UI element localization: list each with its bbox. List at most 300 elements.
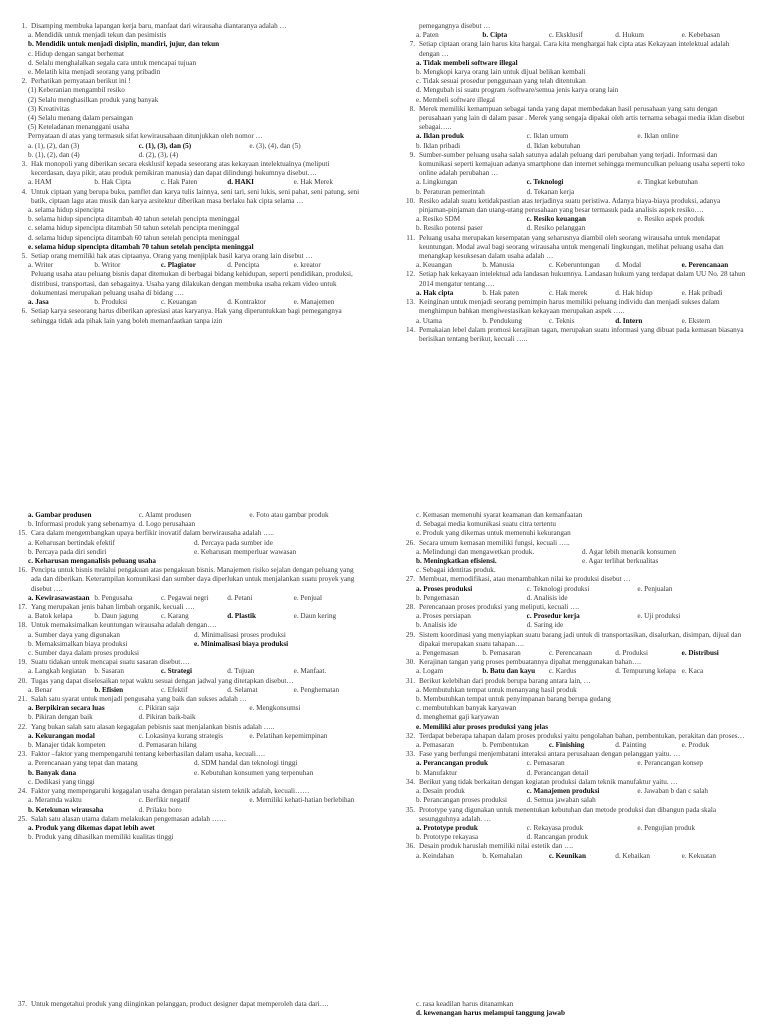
answer-option: a. selama hidup sipencipta (28, 206, 104, 215)
answer-option: a. Tidak membeli software illegal (416, 58, 518, 67)
answer-option: a. Gambar produsen (28, 511, 92, 519)
answer-option: c. Kemasan memenuhi syarat keamanan dan kemanfaatan (416, 511, 583, 519)
answer-option: a. Paten (416, 31, 439, 40)
answer-option (637, 769, 748, 778)
question (398, 151, 748, 179)
question (398, 603, 748, 612)
question-text: Setiap ciptaan orang lain harus kita hargai. Cara kita menghargai hak cipta atas Kekayaan intelektual adalah dengan … (419, 40, 730, 58)
answer-option: c. Prosedur kerja (526, 612, 580, 621)
question (398, 22, 748, 31)
question-text: pemegangnya disebut … (419, 22, 491, 30)
answer-option: d. Tempurung kelapa (615, 667, 676, 676)
answer-option: b. Meningkatkan efisiensi. (416, 557, 497, 566)
page-1-right-column (398, 22, 748, 344)
question-number: 22. (18, 722, 27, 731)
question-number: 26. (406, 538, 415, 547)
question (398, 298, 748, 316)
answer-option: d. HAKI (227, 178, 254, 187)
question-text: Untuk mengetahui produk yang diinginkan pelanggan, product designer dapat memperoleh data dari…. (31, 1000, 329, 1008)
answer-option: e. Hak pribadi (681, 288, 723, 297)
answer-options-row (10, 612, 360, 621)
question (10, 787, 360, 796)
answer-options-row (398, 142, 748, 151)
answer-option: c. Plagiator (160, 261, 196, 270)
answer-option: e. selama hidup sipencipta ditambah 70 tahun setelah pencipta meninggal (28, 242, 254, 251)
question-text: Merek memiliki kemampuan sebagai tanda yang dapat membedakan hasil perusahaan yang satu dengan perusahaan yang lain di dalam pasar . Merek yang sengaja dipakai oleh artis ternama sebagai media iklan disebut sebagai….. (419, 104, 745, 132)
answer-option: a. Writer (28, 261, 54, 270)
answer-option: c. Hak Paten (160, 178, 198, 187)
question-number: 5. (21, 252, 27, 261)
question (10, 307, 360, 325)
answer-option: d. Sebagai media komunikasi suatu citra tertentu (416, 520, 556, 529)
answer-option: e. Melatih kita menjadi seorang yang pribadin (28, 68, 161, 77)
answer-option: a. Kewirasawastaan (28, 593, 90, 602)
answer-option: b. Manufaktur (416, 768, 458, 777)
answer-option: e. Perencanaan (681, 261, 729, 270)
page-1 (0, 0, 768, 470)
question (10, 723, 360, 732)
answer-option: e. Kekuatan (681, 851, 716, 860)
answer-options-row (398, 769, 748, 778)
question-text: Faktor yang mempengaruhi kegagalan usaha dengan peralatan sistem teknik adalah, kecuali…… (31, 787, 310, 796)
answer-option: d. Tekanan kerja (526, 187, 575, 196)
answer-options-row (10, 686, 360, 695)
answer-option: c. Hidup dengan sangat berhemat (28, 49, 124, 58)
page-2-left-column (10, 511, 360, 842)
answer-option (637, 594, 748, 603)
answer-option: c. selama hidup sipencipta ditambah 50 tahun setelah pencipta meninggal (28, 224, 240, 233)
question (398, 778, 748, 787)
question-number: 4. (21, 187, 27, 196)
answer-options-row (398, 289, 748, 298)
answer-option: c. Eksklusif (548, 31, 583, 40)
answer-option: c. Keunikan (548, 851, 586, 860)
question-number: 33. (406, 750, 415, 759)
answer-option: c. Rekayasa produk (526, 823, 584, 832)
question-text: Faktor –faktor yang mempengaruhi tentang keberhasilan dalam usaha, kecuali…. (31, 750, 265, 759)
answer-option: e. Daun kering (293, 612, 337, 621)
answer-option (637, 224, 748, 233)
answer-option: a. Pemasaran (416, 741, 454, 750)
answer-options-row (398, 132, 748, 141)
answer-option: b. Pengusaha (94, 593, 133, 602)
answer-option: d. (2), (3), (4) (138, 150, 179, 159)
answer-option: e. Iklan online (637, 132, 679, 141)
question (398, 40, 748, 58)
question-number: 28. (406, 603, 415, 612)
answer-option: b. Kemahalan (482, 851, 523, 860)
answer-option: c. Teknis (548, 316, 575, 325)
answer-option: b. Manajer tidak kompeten (28, 741, 106, 750)
answer-option: b. Analisis ide (416, 621, 457, 630)
answer-option: e. Tingkat kebutuhan (637, 178, 698, 187)
answer-option: a. Proses persiapan (416, 612, 471, 621)
question-number (10, 270, 31, 298)
answer-option: e. Resiko aspek produk (637, 215, 705, 224)
answer-options-row (10, 520, 360, 529)
answer-option: b. Peraturan pemerintah (416, 187, 485, 196)
answer-option: a. Jasa (28, 298, 49, 307)
answer-option: b. Pemasaran (482, 649, 521, 658)
answer-option: a. Membutuhkan tempat untuk menanyang hasil produk (416, 685, 577, 694)
answer-option: e. Memiliki alur proses produksi yang jelas (416, 722, 548, 731)
answer-option: e. Jawaban b dan c salah (637, 787, 708, 796)
answer-option: d. Selalu menghalalkan segala cara untuk mencapai tujuan (28, 58, 197, 67)
answer-option: c. Iklan umum (526, 132, 569, 141)
answer-option: b. Resiko potensi paser (416, 224, 483, 233)
answer-option: a. HAM (28, 178, 52, 187)
question (398, 750, 748, 759)
page-3-left-column (10, 1000, 360, 1009)
question (10, 695, 360, 704)
answer-options-row (398, 31, 748, 40)
question-number: 25. (18, 814, 27, 823)
question-number: 7. (409, 40, 415, 49)
answer-options-row (10, 667, 360, 676)
answer-options-row (398, 787, 748, 796)
question-number: 16. (18, 566, 27, 575)
question (398, 270, 748, 288)
answer-options-row (398, 585, 748, 594)
answer-option: e. Uji produksi (637, 612, 681, 621)
question-text: Untuk memaksimalkan keuntungan wirausaha adalah dengan…. (31, 621, 217, 630)
question-number: 36. (406, 842, 415, 851)
answer-option: a. Keuangan (416, 261, 452, 270)
answer-option: c. Hak merek (548, 288, 588, 297)
answer-option: e. Membeli software illegal (416, 95, 496, 104)
answer-option: d. Hukum (615, 31, 644, 40)
question-text: Sistem koordinasi yang menyiapkan suatu barang jadi untuk di transportasikan, disalurkan, disimpan, dijual dan dipakai merupakan suatu tahapan…. (419, 630, 742, 648)
question (398, 575, 748, 584)
page-2-right-column (398, 511, 748, 861)
answer-options-row (398, 667, 748, 676)
question-number: 1. (21, 22, 27, 30)
question-number: 31. (406, 676, 415, 685)
question-number: 29. (406, 630, 415, 639)
answer-option (249, 151, 360, 160)
answer-option: b. Perancangan proses produksi (416, 796, 508, 805)
answer-option: d. Tujuan (227, 667, 255, 676)
answer-option: a. Benar (28, 685, 52, 694)
answer-option: b. Sasaran (94, 667, 124, 676)
page-3 (0, 1000, 768, 1024)
answer-option: e. Produk yang dikemas untuk memenuhi kekurangan (416, 529, 571, 538)
answer-option: e. Kebebasan (681, 31, 720, 40)
question-number: 14. (406, 325, 415, 334)
answer-option: e. Pengujian produk (637, 823, 696, 832)
question-number: 11. (406, 233, 415, 242)
answer-option: c. rasa keadilan harus ditanamkan (416, 1000, 514, 1008)
question-text: Fase yang berfungsi menjembatani interaksi antara perusahaan dengan pelanggan yaitu. … (419, 750, 681, 759)
answer-option: c. Keberuntungan (548, 261, 600, 270)
answer-option: b. Produksi (94, 298, 128, 307)
page-2 (0, 511, 768, 981)
question-number: 6. (21, 307, 27, 316)
answer-option: d. selama hidup sipencipta ditambah 60 tahun setelah pencipta meninggal (28, 233, 240, 242)
answer-option: a. Perancangan produk (416, 759, 488, 768)
answer-option: d. Logo perusahaan (138, 520, 196, 529)
answer-option: e. Produk (681, 741, 710, 750)
answer-option: d. Saring ide (526, 621, 564, 630)
answer-option: Pernyataan di atas yang termasuk sifat kewirausahaan ditunjukkan oleh nomor … (28, 132, 263, 141)
question-text: Keinginan untuk menjadi seorang pemimpin harus memiliki peluang individu dan menjadi sukses dalam menghimpun bahkan mengiwestasikan kekayaan merupakan aspek ….. (419, 298, 720, 316)
question-text: Desain produk haruslah memiliki nilai estetik dan …. (419, 842, 574, 851)
question (398, 197, 748, 215)
answer-options-row (398, 759, 748, 768)
answer-option: a. Keharusan bertindak efektif (28, 538, 116, 547)
answer-options-row (10, 178, 360, 187)
question-number: 27. (406, 575, 415, 584)
answer-option: a. Utama (416, 316, 442, 325)
question-text: Setiap karya seseorang harus diberikan apresiasi atas karyanya. Hak yang diperuntukkan bagi pemegangnya sehingga tidak ada pihak lain yang boleh memanfaatkan tanpa izin (31, 307, 342, 325)
answer-option: a. Prototype produk (416, 823, 478, 832)
question (10, 815, 360, 824)
answer-option: e. Ekstern (681, 316, 711, 325)
question-text: Disamping membuka lapangan kerja baru, manfaat dari wirausaha diantaranya adalah … (31, 22, 287, 30)
answer-option: d. Produksi (615, 649, 648, 658)
question-number: 8. (409, 104, 415, 113)
answer-option: e. Hak Merek (293, 178, 333, 187)
answer-options-row (10, 594, 360, 603)
answer-option: b. (1), (2), dan (4) (28, 150, 80, 159)
answer-option (637, 833, 748, 842)
answer-option: d. Kontraktor (227, 298, 266, 307)
answer-option: a. Lingkungan (416, 178, 458, 187)
question-text: Salah satu alasan utama dalam melakukan pengemasan adalah …… (31, 814, 227, 823)
answer-options-row (10, 769, 360, 778)
answer-option: a. Mendidik untuk menjadi tekun dan pesimistis (28, 31, 167, 40)
answer-option: e. Penjualan (637, 584, 673, 593)
page-1-left-column (10, 22, 360, 326)
answer-option: e. Kebutuhan konsumen yang terpenuhan (194, 768, 314, 777)
question (398, 631, 748, 649)
answer-options-row (398, 824, 748, 833)
question-text: Yang merupakan jenis bahan limbah organik, kecuali …. (31, 603, 195, 612)
question (10, 566, 360, 594)
answer-option: d. Plastik (227, 612, 256, 621)
answer-option: c. Keuangan (160, 298, 197, 307)
answer-options-row (398, 852, 748, 861)
answer-option: b. Memaksimalkan biaya produksi (28, 639, 128, 648)
answer-option: c. Manajemen produksi (526, 787, 600, 796)
answer-option: c. Teknologi produksi (526, 584, 590, 593)
answer-options-row (10, 151, 360, 160)
answer-option: b. selama hidup sipencipta ditambah 40 tahun setelah pencipta meninggal (28, 215, 240, 224)
answer-option: b. Pikiran dengan baik (28, 713, 93, 722)
question-text: Peluang usaha atau peluang bisnis dapat ditemukan di berbagai bidang kehidupan, seperti pendidikan, produksi, distribusi, transportasi, dan sebagainya. Usaha yang dilakukan dengan membuka usaha rekam video untuk dokumentasi merupakan peluang usaha di bidang …. (31, 270, 353, 297)
answer-option: c. Alamt produsen (138, 511, 192, 519)
answer-option: a. Keindahan (416, 851, 454, 860)
question-number: 32. (406, 731, 415, 740)
question (10, 529, 360, 538)
question-text: Tugas yang dapat diselesaikan tepat waktu sesuai dengan jadwal yang ditetapkan disebut… (31, 676, 294, 685)
answer-option: e. Foto atau gambar produk (249, 511, 329, 519)
question (10, 188, 360, 206)
question-number: 12. (406, 270, 415, 279)
answer-option: c. (1), (3), dan (5) (138, 141, 192, 150)
answer-option: a. Pengemasan (416, 649, 459, 658)
question-text: Setiap orang memiliki hak atas ciptaanya. Orang yang menjiplak hasil karya orang lain disebut … (31, 252, 313, 261)
question-text: Suatu tidakan untuk mencapai suatu sasaran disebut…. (31, 658, 190, 667)
answer-option: a. Proses produksi (416, 584, 473, 593)
question-number: 17. (18, 603, 27, 612)
answer-option: d. Rancangan produk (526, 833, 588, 842)
question (10, 77, 360, 86)
answer-option: e. Perancangan konsep (637, 759, 704, 768)
answer-option: b. Daun jagung (94, 612, 139, 621)
answer-option: d. SDM handal dan teknologi tinggi (194, 759, 298, 768)
answer-option: d. Pikiran baik-baik (138, 713, 196, 722)
question (10, 252, 360, 261)
question (10, 677, 360, 686)
answer-option: b. Mengkopi karya orang lain untuk dijual belikan kembali (416, 68, 586, 77)
answer-options-row (10, 539, 360, 548)
question-text: Kerajinan tangan yang proses pembuatannya dipahat menggunakan bahan…. (419, 658, 641, 667)
answer-option: b. Hak paten (482, 288, 519, 297)
answer-option: c. Pegawai negri (160, 593, 209, 602)
answer-options-row (398, 612, 748, 621)
answer-option (249, 806, 360, 815)
answer-option: a. Berpikiran secara luas (28, 704, 105, 713)
answer-options-row (398, 548, 748, 557)
answer-option: e. Distribusi (681, 649, 719, 658)
answer-option: b. Mendidik untuk menjadi disiplin, mandiri, jujur, dan tekun (28, 40, 220, 49)
answer-option: e. (3), (4), dan (5) (249, 141, 301, 150)
answer-options-row (10, 704, 360, 713)
answer-option: d. Petani (227, 593, 253, 602)
answer-options-row (398, 178, 748, 187)
question (10, 1000, 360, 1009)
answer-options-row (398, 317, 748, 326)
answer-option: d. Mengubah isi suatu program /software/semua jenis karya orang lain (416, 86, 619, 95)
question-text: Setiap hak kekayaan intelektual ada landasan hukumnya. Landasan hukum yang terdapat dalam UU No. 28 tahun 2014 mengatur tentang…. (419, 270, 746, 288)
question-text: Berikut kelebihan dari produk berupa barang antara lain, … (419, 676, 591, 685)
answer-option: b. Informasi produk yang sebenarnya (28, 520, 136, 529)
answer-option: d. Intern (615, 316, 643, 325)
answer-option: d. Modal (615, 261, 642, 270)
question-number: 19. (18, 658, 27, 667)
answer-option: e. Manajemen (293, 298, 335, 307)
question-number: 20. (18, 676, 27, 685)
answer-option: a. (1), (2), dan (3) (28, 141, 80, 150)
answer-option: e. Pelatihan kepemimpinan (249, 731, 328, 740)
answer-options-row (398, 224, 748, 233)
answer-option (637, 142, 748, 151)
answer-option: e. Keharusan memperluar wawasan (194, 547, 297, 556)
question (398, 732, 748, 741)
question-number: 15. (18, 529, 27, 538)
question-text: Perencanaan proses produksi yang meliputi, kecuali …. (419, 603, 580, 612)
answer-option: b. Batu dan kayu (482, 667, 536, 676)
answer-options-row (398, 796, 748, 805)
answer-option: b. Pembentukan (482, 741, 529, 750)
question-number: 21. (18, 695, 27, 704)
answer-options-row (10, 732, 360, 741)
answer-options-row (10, 631, 360, 640)
question (10, 22, 360, 31)
question-number (398, 22, 419, 31)
answer-option: (4) Selalu menang dalam persaingan (28, 114, 133, 123)
answer-option: a. Produk yang dikemas dapat lebih awet (28, 823, 155, 832)
question-number: 35. (406, 805, 415, 814)
question (10, 603, 360, 612)
answer-option: d. Selamat (227, 685, 258, 694)
answer-options-row (10, 640, 360, 649)
answer-option: e. Mengkonsumsi (249, 704, 301, 713)
answer-option: e. Kaca (681, 667, 704, 676)
answer-option: b. Produk yang dihasilkan memiliki kualitas tinggi (28, 833, 174, 842)
answer-option (637, 621, 748, 630)
answer-option: b. Writor (94, 261, 121, 270)
answer-option: d. kewenangan harus melampui tanggung jawab (416, 1009, 565, 1018)
question (398, 842, 748, 851)
answer-option: a. Batok kelapa (28, 612, 73, 621)
answer-option: b. Membutuhkan tempat untuk penyimpanan barang berupa gudang (416, 695, 611, 704)
question-number: 10. (406, 196, 415, 205)
answer-option: d. Iklan kebutuhan (526, 141, 581, 150)
answer-options-row (398, 557, 748, 566)
question-text: Pemakaian lebel dalam promosi kerajinan tagan, merupakan suatu informasi yang dibuat pada kemasan biasanya berisikan tentang berikut, kecuali ….. (419, 325, 744, 343)
answer-option: b. Percaya pada diri sendiri (28, 547, 107, 556)
answer-option: e. Minimalisasi biaya produksi (194, 639, 289, 648)
question-number: 34. (406, 777, 415, 786)
answer-option: c. Efektif (160, 685, 188, 694)
answer-option: c. Teknologi (526, 178, 564, 187)
answer-option (637, 796, 748, 805)
answer-option: d. Analisis ide (526, 593, 568, 602)
answer-options-row (10, 806, 360, 815)
answer-option: a. Sumber daya yang digunakan (28, 630, 121, 639)
question (398, 105, 748, 133)
question-text: Yang bukan salah satu alasan kegagalan pebisnis saat menjalankan bisnis adalah ….. (31, 722, 275, 731)
answer-options-row (398, 594, 748, 603)
question-text: Perhatikan pernyataan berikut ini ! (31, 77, 131, 86)
answer-option: c. Tidak sesuai prosedur penggunaan yang telah ditentukan (416, 77, 586, 86)
question-text: Peluang usaha merupakan kesempatan yang seharusnya diambil oleh seorang wirausaha untuk mendapat keuntungan. Modal awal bagi seorang wirausaha untuk mengenali lingkungan, melihat peluang usaha dan menangkap kesuksesan dalam usaha adalah … (419, 233, 724, 261)
answer-option: a. Perencanaan yang tepat dan matang (28, 759, 138, 768)
question-text: Berikut yang tidak berkaitan dengan kegiatan produksi dalam teknik manufaktur yaitu. … (419, 777, 678, 786)
answer-option: b. Iklan pribadi (416, 141, 461, 150)
question (398, 539, 748, 548)
answer-option: c. Pemasaran (526, 759, 565, 768)
answer-option: b. Manusia (482, 261, 515, 270)
question-number: 9. (409, 150, 415, 159)
question (10, 160, 360, 178)
answer-options-row (398, 215, 748, 224)
answer-option: e. kreator (293, 261, 321, 270)
question (398, 658, 748, 667)
answer-option: a. Melindungi dan mengawetkan produk. (416, 547, 535, 556)
answer-option: a. Langkah kegiatan (28, 667, 87, 676)
answer-option: e. Penjual (293, 593, 322, 602)
question-text: Sumber-sumber peluang usaha salah satunya adalah peluang dari perubahan yang terjadi. Informasi dan komunikasi seperti kemajuan adanya smartphone dan internet sehingga memunculkan peluang usaha seperti toko online adalah perubahan … (419, 150, 745, 178)
question (10, 658, 360, 667)
answer-option: c. Resiko keuangan (526, 215, 586, 224)
question-number: 13. (406, 298, 415, 307)
answer-option: d. Perancangan detail (526, 768, 589, 777)
answer-option: b. Banyak dana (28, 768, 77, 777)
answer-option: d. Hak hidup (615, 288, 653, 297)
question-number: 3. (21, 160, 27, 169)
answer-option: c. Sumber daya dalam proses produksi (28, 649, 139, 658)
answer-option (637, 188, 748, 197)
answer-option: a. Hak cipta (416, 288, 454, 297)
question-text: Untuk ciptaan yang berupa buku, pamflet dan karya tulis lainnya, seni tari, seni lukis, seni pahat, seni patung, seni batik, ciptaan lagu atau musik dan karya arsitektur diberikan masa berlaku hak cipta selama … (31, 187, 360, 205)
answer-option: b. Cipta (482, 31, 508, 40)
question (398, 677, 748, 686)
answer-option: b. Ketekunan wirausaha (28, 805, 104, 814)
answer-option: c. Lokasinya kurang strategis (138, 731, 223, 740)
